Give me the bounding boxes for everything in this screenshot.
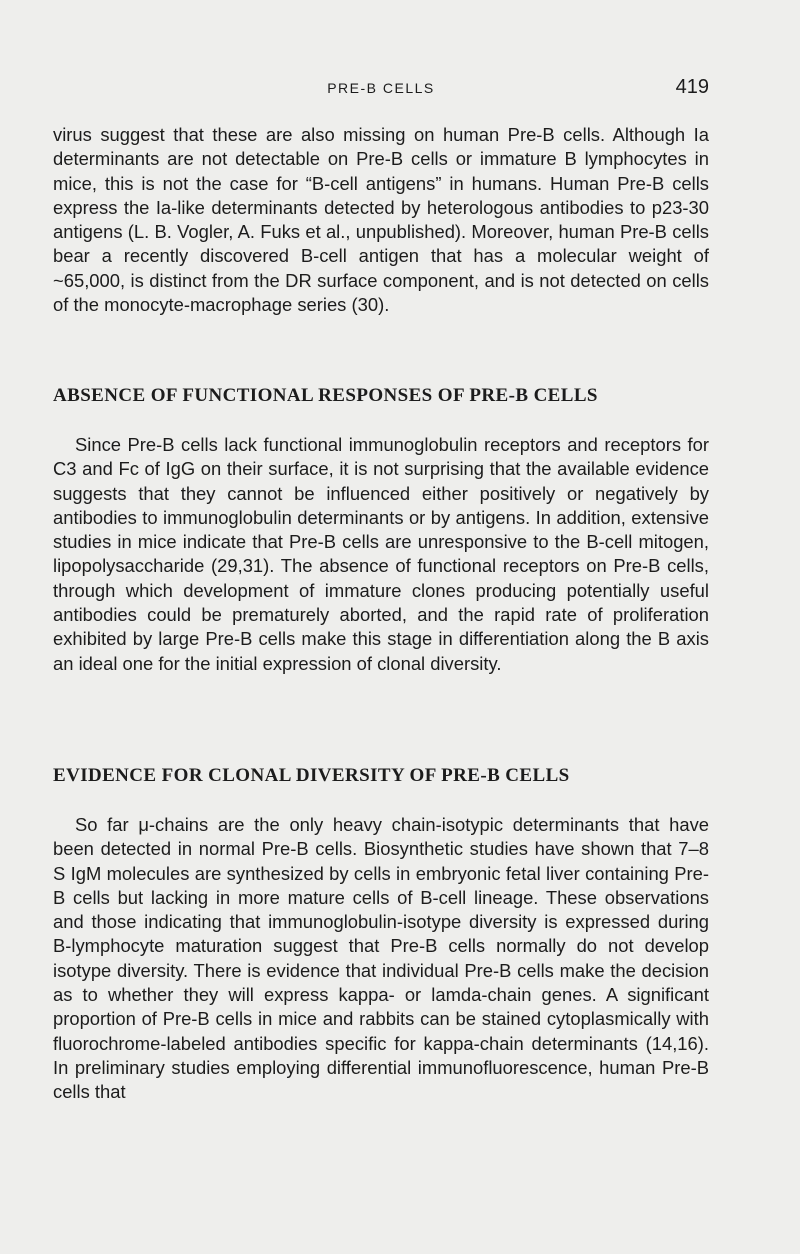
section-heading-absence-of-functional-responses: ABSENCE OF FUNCTIONAL RESPONSES OF PRE-B CELLS: [53, 385, 598, 406]
running-head: [53, 76, 709, 100]
running-title: PRE-B CELLS: [327, 80, 435, 96]
section-heading-clonal-diversity: EVIDENCE FOR CLONAL DIVERSITY OF PRE-B CELLS: [53, 765, 570, 786]
paragraph-clonal-diversity: So far μ-chains are the only heavy chain-isotypic determinants that have been detected in normal Pre-B cells. Biosynthetic studies have shown that 7–8 S IgM molecules are synthesized by cells in embryonic fetal liver containing Pre-B cells but lacking in more mature cells of B-cell lineage. These observations and those indicating that immunoglobulin-isotype diversity is expressed during B-lymphocyte maturation suggest that Pre-B cells normally do not develop isotype diversity. There is evidence that individual Pre-B cells make the decision as to whether they will express kappa- or lamda-chain genes. A significant proportion of Pre-B cells in mice and rabbits can be stained cytoplasmically with fluorochrome-labeled antibodies specific for kappa-chain determinants (14,16). In preliminary studies employing differential immunofluorescence, human Pre-B cells that: [53, 814, 709, 1103]
page-number: 419: [675, 76, 709, 98]
paragraph-continued: virus suggest that these are also missing on human Pre-B cells. Although Ia determinants are not detectable on Pre-B cells or immature B lymphocytes in mice, this is not the case for “B-cell antigens” in humans. Human Pre-B cells express the Ia-like determinants detected by heterologous antibodies to p23-30 antigens (L. B. Vogler, A. Fuks et al., unpublished). Moreover, human Pre-B cells bear a recently discovered B-cell antigen that has a molecular weight of ~65,000, is distinct from the DR surface component, and is not detected on cells of the monocyte-macrophage series (30).: [53, 124, 709, 316]
paragraph-functional-responses: Since Pre-B cells lack functional immunoglobulin receptors and receptors for C3 and Fc of IgG on their surface, it is not surprising that the available evidence suggests that they cannot be influenced either positively or negatively by antibodies to immunoglobulin determinants or by antigens. In addition, extensive studies in mice indicate that Pre-B cells are unresponsive to the B-cell mitogen, lipopolysaccharide (29,31). The absence of functional receptors on Pre-B cells, through which development of immature clones producing potentially useful antibodies could be prematurely aborted, and the rapid rate of proliferation exhibited by large Pre-B cells make this stage in differentiation along the B axis an ideal one for the initial expression of clonal diversity.: [53, 434, 709, 674]
